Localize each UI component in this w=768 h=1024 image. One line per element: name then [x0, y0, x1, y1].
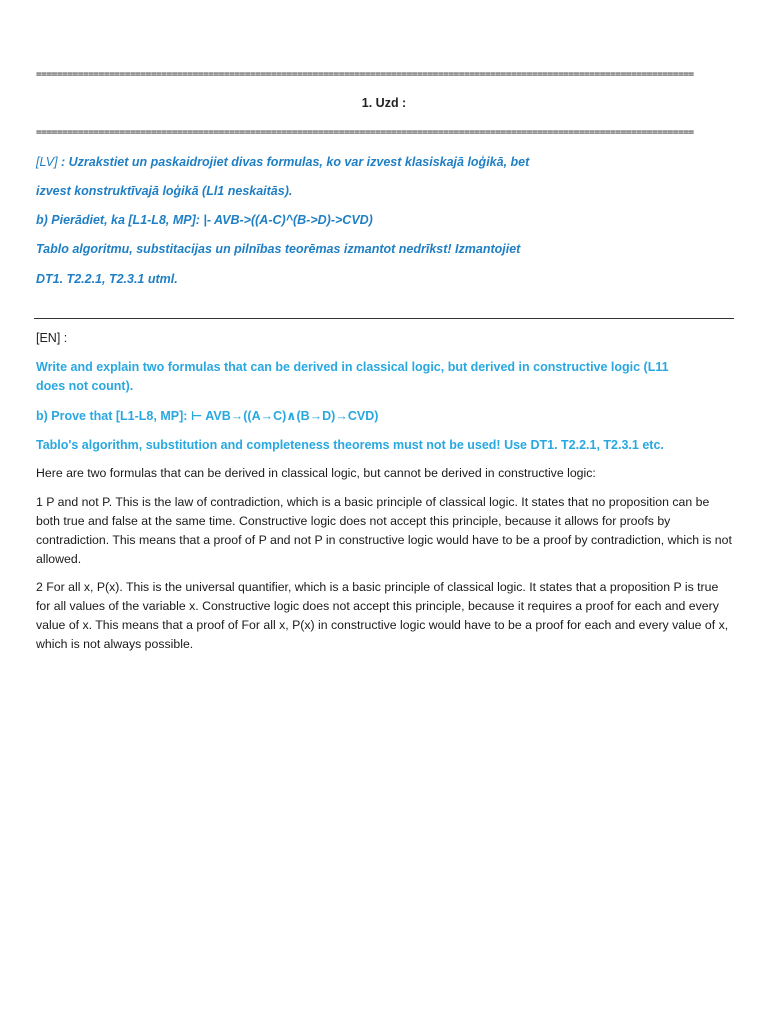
en-task-a: Write and explain two formulas that can be derived in classical logic, but derived in constructive logic (L11 does not count). [36, 360, 669, 393]
lv-task-a [36, 155, 736, 169]
en-tag: [EN] : [36, 331, 68, 345]
en-task-b: b) Prove that [L1-L8, MP]: ⊢ AVB→((A→C)∧(B→D)→CVD) [36, 409, 379, 423]
lv-task-c: Tablo algoritmu, substitacijas un pilnības teorēmas izmantot nedrīkst! Izmantojiet [36, 242, 521, 256]
lv-line-1: : Uzrakstiet un paskaidrojiet divas formulas, ko var izvest klasiskajā loģikā, bet [57, 155, 530, 169]
answer-point-1: 1 P and not P. This is the law of contradiction, which is a basic principle of classical logic. It states that no proposition can be both true and false at the same time. Constructive logic does not accept this principle, because it allows for proofs by contradiction. This means that a proof of P and not P in constructive logic would have to be a proof by contradiction, which is not allowed. [36, 495, 732, 566]
lv-task-b: b) Pierādiet, ka [L1-L8, MP]: |- AVB->((A-C)^(B->D)->CVD) [36, 213, 373, 227]
lv-line-5: DT1. T2.2.1, T2.3.1 utml. [36, 272, 178, 286]
section-divider [34, 318, 734, 319]
lv-tag: [LV] [36, 155, 58, 169]
en-task-c: Tablo's algorithm, substitution and completeness theorems must not be used! Use DT1. T2.2.1, T2.3.1 etc. [36, 438, 664, 452]
page-title: 1. Uzd : [361, 96, 407, 110]
lv-line-2: izvest konstruktīvajā loģikā (Ll1 neskaitās). [36, 184, 293, 198]
answer-point-2: 2 For all x, P(x). This is the universal quantifier, which is a basic principle of classical logic. It states that a proposition P is true for all values of the variable x. Constructive logic does not accept this principle, because it requires a proof for each and every value of x. This means that a proof of For all x, P(x) in constructive logic would have to be a proof for each and every value of x, which is not always possible. [36, 580, 729, 651]
title-rule: ============================================================================================================================== [36, 128, 694, 138]
answer-intro: Here are two formulas that can be derived in classical logic, but cannot be derived in constructive logic: [36, 466, 596, 480]
top-rule: ============================================================================================================================== [36, 70, 694, 80]
